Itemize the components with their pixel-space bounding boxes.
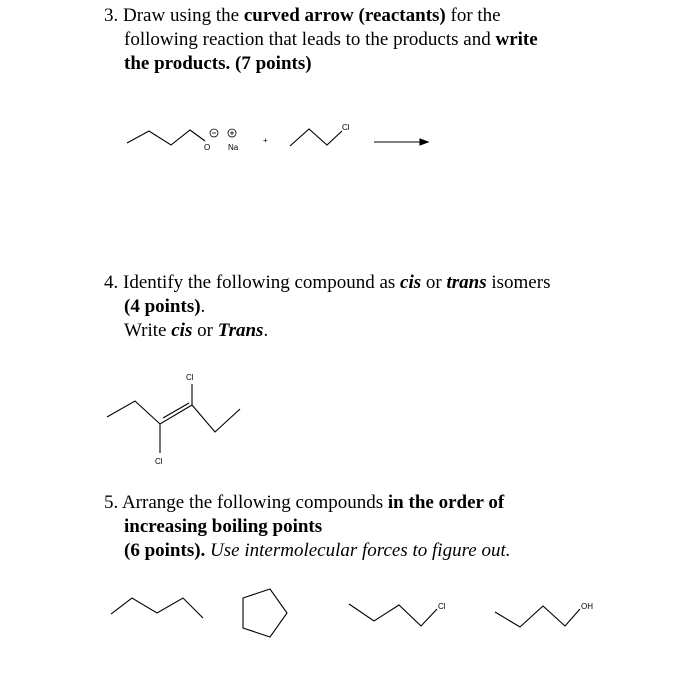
pentane-structure: [111, 598, 203, 618]
svg-text:Cl: Cl: [342, 123, 350, 132]
plus-sign: +: [263, 136, 268, 145]
svg-text:Cl: Cl: [155, 457, 163, 466]
chlorobutane-structure: [349, 602, 446, 626]
svg-text:OH: OH: [581, 602, 593, 611]
svg-text:Cl: Cl: [186, 373, 194, 382]
svg-text:O: O: [204, 143, 211, 152]
question-4: 4. Identify the following compound as cis or trans isomers (4 points). Write cis or Trans.: [104, 272, 551, 341]
propyl-chloride-structure: [290, 123, 350, 146]
butanol-structure: [495, 602, 593, 627]
svg-text:Cl: Cl: [438, 602, 446, 611]
butoxide-structure: [127, 129, 239, 152]
question-5: 5. Arrange the following compounds in the order of increasing boiling points (6 points). Use intermolecular forces to figure out.: [104, 492, 511, 561]
dichlorohexene-structure: [107, 373, 240, 466]
reaction-arrow: [374, 139, 428, 145]
question-3: 3. Draw using the curved arrow (reactants) for the following reaction that leads to the products and write the products. (7 points): [104, 5, 538, 74]
svg-text:Na: Na: [228, 143, 239, 152]
cyclopentane-structure: [243, 589, 287, 637]
